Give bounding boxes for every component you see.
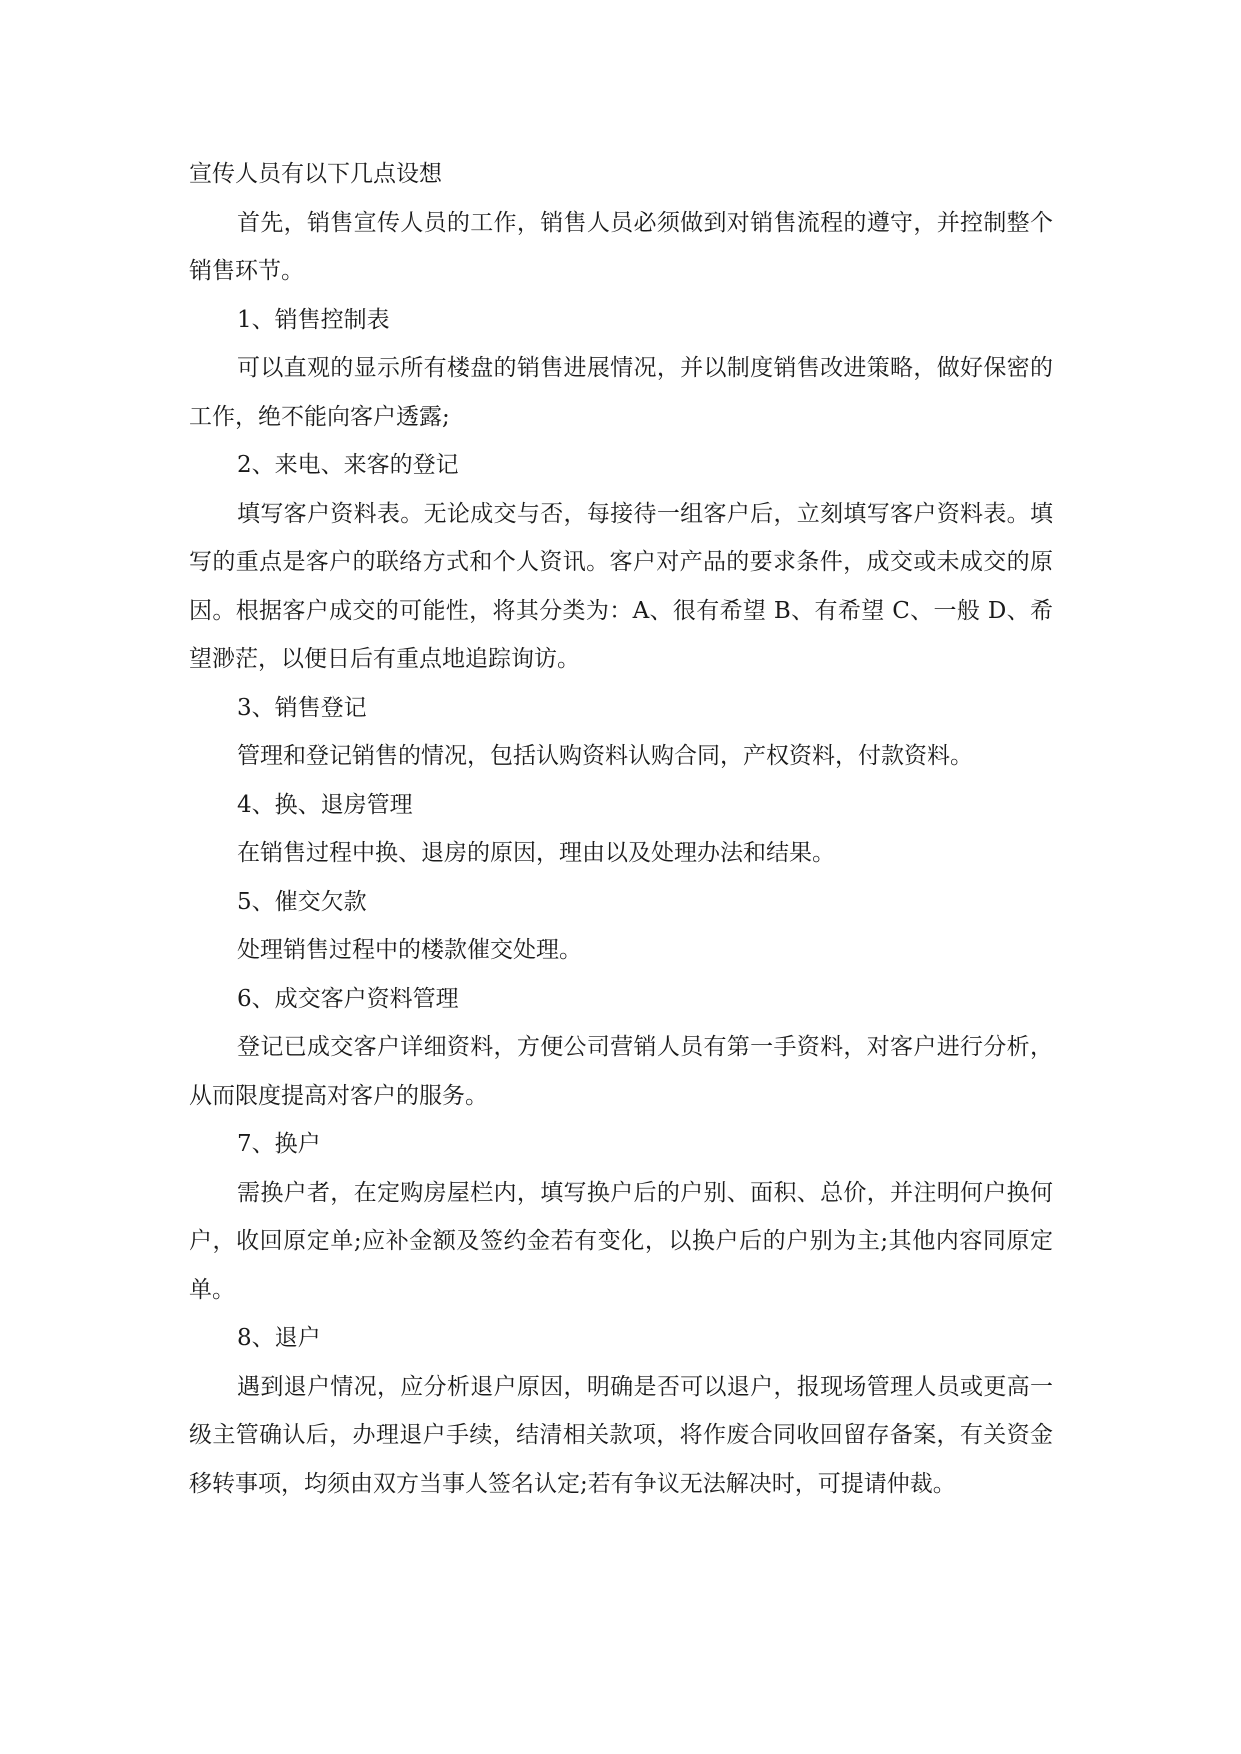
paragraph-customer-data: 登记已成交客户详细资料，方便公司营销人员有第一手资料，对客户进行分析，从而限度提高对客户的服务。	[189, 1034, 1053, 1109]
paragraph-sales-registration: 管理和登记销售的情况，包括认购资料认购合同，产权资料，付款资料。	[237, 743, 973, 769]
paragraph-first: 首先，销售宣传人员的工作，销售人员必须做到对销售流程的遵守，并控制整个销售环节。	[189, 209, 1053, 284]
paragraph-exchange-refund: 在销售过程中换、退房的原因，理由以及处理办法和结果。	[237, 840, 835, 866]
paragraph-urge-payment: 处理销售过程中的楼款催交处理。	[237, 937, 582, 963]
heading-sales-registration: 3、销售登记	[237, 694, 367, 721]
paragraph-call-visitor-registration: 填写客户资料表。无论成交与否，每接待一组客户后，立刻填写客户资料表。填写的重点是客户的联络方式和个人资讯。客户对产品的要求条件，成交或未成交的原因。根据客户成交的可能性，将其分类为：A、很有希望 B、有希望 C、一般 D、希望渺茫，以便日后有重点地追踪询访。	[189, 500, 1053, 672]
paragraph-intro: 宣传人员有以下几点设想	[189, 161, 442, 187]
heading-customer-data: 6、成交客户资料管理	[237, 985, 459, 1012]
paragraph-unit-exchange: 需换户者，在定购房屋栏内，填写换户后的户别、面积、总价，并注明何户换何户，收回原定单;应补金额及签约金若有变化，以换户后的户别为主;其他内容同原定单。	[189, 1179, 1053, 1303]
paragraph-sales-control-table: 可以直观的显示所有楼盘的销售进展情况，并以制度销售改进策略，做好保密的工作，绝不能向客户透露;	[189, 355, 1053, 430]
paragraph-unit-return: 遇到退户情况，应分析退户原因，明确是否可以退户，报现场管理人员或更高一级主管确认后，办理退户手续，结清相关款项，将作废合同收回留存备案，有关资金移转事项，均须由双方当事人签名认定;若有争议无法解决时，可提请仲裁。	[189, 1373, 1053, 1497]
heading-exchange-refund: 4、换、退房管理	[237, 791, 413, 818]
heading-call-visitor-registration: 2、来电、来客的登记	[237, 452, 459, 478]
document-page	[189, 150, 1053, 1508]
heading-unit-exchange: 7、换户	[237, 1131, 321, 1157]
heading-sales-control-table: 1、销售控制表	[237, 306, 390, 333]
heading-urge-payment: 5、催交欠款	[237, 888, 367, 915]
heading-unit-return: 8、退户	[237, 1325, 321, 1351]
